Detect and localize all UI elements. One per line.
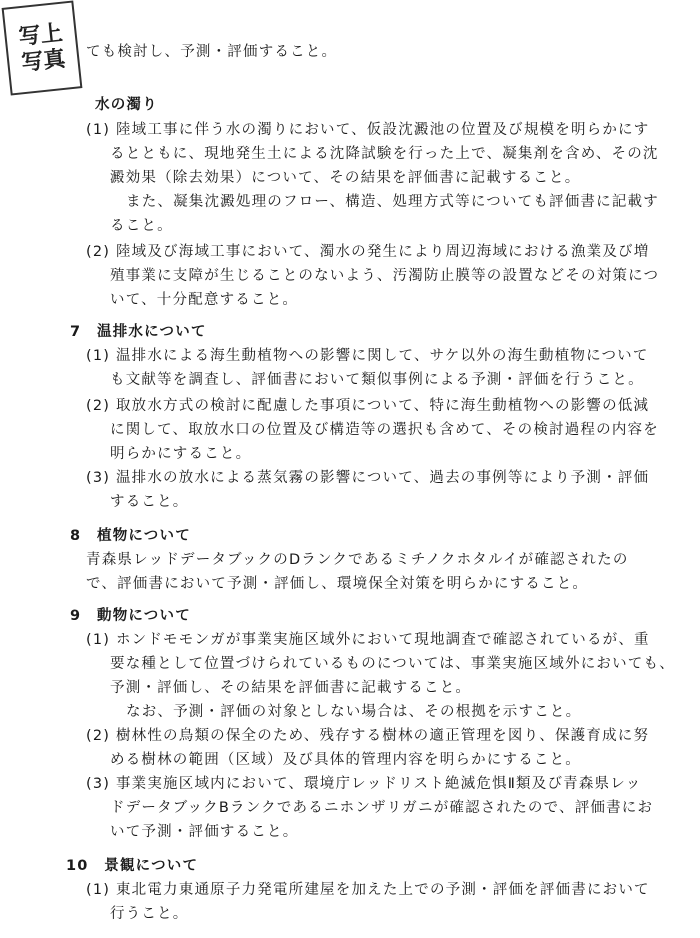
sec6-item1-line2: るとともに、現地発生土による沈降試験を行った上で、凝集剤を含め、その沈 <box>110 146 659 162</box>
sec7-item1-line1: (1) 温排水による海生動植物への影響に関して、サケ以外の海生動植物について <box>86 348 649 364</box>
sec6-item1-line1: (1) 陸域工事に伴う水の濁りにおいて、仮設沈澱池の位置及び規模を明らかにす <box>86 122 650 138</box>
sec7-item2-line3: 明らかにすること。 <box>110 446 252 462</box>
sec9-item2-line1: (2) 樹林性の鳥類の保全のため、残存する樹林の適正管理を図り、保護育成に努 <box>86 728 650 744</box>
sec7-item1-line2: も文献等を調査し、評価書において類似事例による予測・評価を行うこと。 <box>110 372 644 388</box>
sec6-item2-line2: 殖事業に支障が生じることのないよう、汚濁防止膜等の設置などその対策につ <box>110 268 660 284</box>
seal-stamp: 写上 写真 <box>2 0 83 95</box>
sec9-item3-line3: いて予測・評価すること。 <box>110 824 299 840</box>
sec9-item2-line2: める樹林の範囲（区域）及び具体的管理内容を明らかにすること。 <box>110 752 581 768</box>
sec6-item2-line3: いて、十分配意すること。 <box>110 292 299 308</box>
sec6-item1-line3: 澱効果（除去効果）について、その結果を評価書に記載すること。 <box>110 170 581 186</box>
sec8-line1: 青森県レッドデータブックのDランクであるミチノクホタルイが確認されたの <box>86 552 629 568</box>
sec9-item1-line3: 予測・評価し、その結果を評価書に記載すること。 <box>110 680 472 696</box>
sec6-item2-line1: (2) 陸域及び海域工事において、濁水の発生により周辺海域における漁業及び増 <box>86 244 650 260</box>
sec9-item1-line4: なお、予測・評価の対象としない場合は、その根拠を示すこと。 <box>126 704 582 720</box>
sec7-item2-line1: (2) 取放水方式の検討に配慮した事項について、特に海生動植物への影響の低減 <box>86 398 650 414</box>
section-7-heading: 7 温排水について <box>70 324 207 340</box>
continuation-line: ても検討し、予測・評価すること。 <box>86 44 338 60</box>
sec9-item1-line2: 要な種として位置づけられているものについては、事業実施区域外においても、 <box>110 656 675 672</box>
section-8-heading: 8 植物について <box>70 528 191 544</box>
sec6-item1-line5: ること。 <box>110 218 173 234</box>
sec7-item2-line2: に関して、取放水口の位置及び構造等の選択も含めて、その検討過程の内容を <box>110 422 659 438</box>
sec7-item3-line1: (3) 温排水の放水による蒸気霧の影響について、過去の事例等により予測・評価 <box>86 470 650 486</box>
section-10-heading: 10 景観について <box>66 858 199 874</box>
sec9-item3-line2: ドデータブックBランクであるニホンザリガニが確認されたので、評価書にお <box>110 800 654 816</box>
sec9-item1-line1: (1) ホンドモモンガが事業実施区域外において現地調査で確認されているが、重 <box>86 632 650 648</box>
sec7-item3-line2: すること。 <box>110 494 189 510</box>
sec6-item1-line4: また、凝集沈澱処理のフロー、構造、処理方式等についても評価書に記載す <box>126 194 659 210</box>
sec10-item1-line1: (1) 東北電力東通原子力発電所建屋を加えた上での予測・評価を評価書において <box>86 882 650 898</box>
section-9-heading: 9 動物について <box>70 608 191 624</box>
sec8-line2: で、評価書において予測・評価し、環境保全対策を明らかにすること。 <box>86 576 589 592</box>
sec10-item1-line2: 行うこと。 <box>110 906 189 922</box>
section-6-heading: 水の濁り <box>95 97 158 113</box>
sec9-item3-line1: (3) 事業実施区域内において、環境庁レッドリスト絶滅危惧Ⅱ類及び青森県レッ <box>86 776 642 792</box>
